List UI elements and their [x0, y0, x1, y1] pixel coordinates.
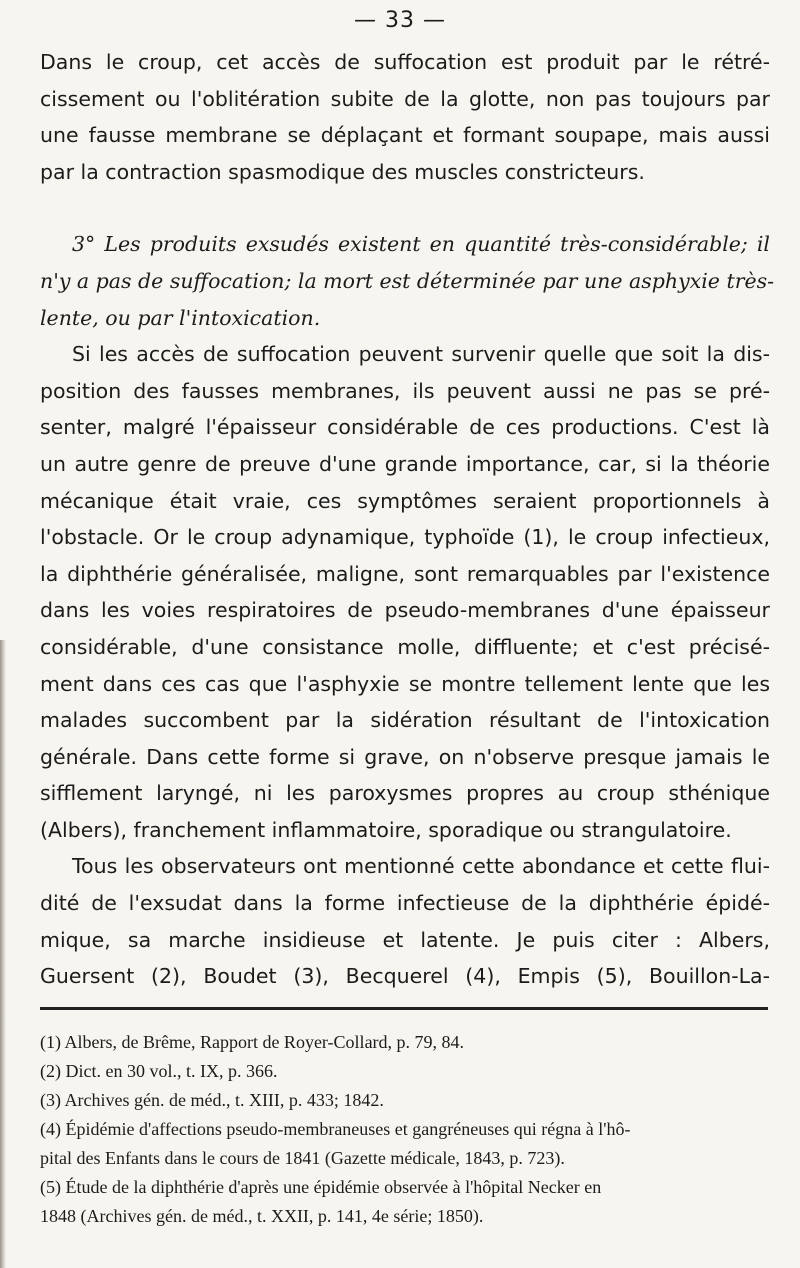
text-line: une fausse membrane se déplaçant et formant soupape, mais aussi: [40, 123, 770, 148]
text-line: mique, sa marche insidieuse et latente. Je puis citer : Albers,: [40, 927, 770, 952]
text-line: (Albers), franchement inflammatoire, sporadique ou strangulatoire.: [40, 817, 732, 842]
text-line: Guersent (2), Boudet (3), Becquerel (4), Empis (5), Bouillon-La-: [40, 964, 770, 989]
text-line: Dans le croup, cet accès de suffocation est produit par le rétré-: [40, 50, 770, 74]
footnote: (4) Épidémie d'affections pseudo-membraneuses et gangréneuses qui régna à l'hô-: [40, 1119, 631, 1139]
text-line: dans les voies respiratoires de pseudo-membranes d'une épaisseur: [40, 598, 770, 623]
footnote: (1) Albers, de Brême, Rapport de Royer-Collard, p. 79, 84.: [40, 1032, 465, 1052]
text-line: mécanique était vraie, ces symptômes seraient proportionnels à: [40, 488, 770, 513]
footnote: (2) Dict. en 30 vol., t. IX, p. 366.: [40, 1061, 278, 1081]
text-line: Si les accès de suffocation peuvent survenir quelle que soit la dis-: [72, 342, 770, 367]
footnote: (5) Étude de la diphthérie d'après une épidémie observée à l'hôpital Necker en: [40, 1177, 602, 1197]
footnote-continuation: pital des Enfants dans le cours de 1841 (Gazette médicale, 1843, p. 723).: [40, 1148, 565, 1168]
footnote-continuation: 1848 (Archives gén. de méd., t. XXII, p. 141, 4e série; 1850).: [40, 1206, 484, 1226]
text-line: position des fausses membranes, ils peuvent aussi ne pas se pré-: [40, 378, 770, 403]
paragraph-gap: [40, 190, 770, 226]
footnote: (3) Archives gén. de méd., t. XIII, p. 433; 1842.: [40, 1090, 384, 1110]
footnotes: [40, 1028, 768, 1231]
text-line: senter, malgré l'épaisseur considérable de ces productions. C'est là: [40, 415, 770, 440]
text-line: ment dans ces cas que l'asphyxie se montre tellement lente que les: [40, 671, 770, 696]
text-line: dité de l'exsudat dans la forme infectieuse de la diphthérie épidé-: [40, 891, 770, 916]
text-line: Tous les observateurs ont mentionné cette abondance et cette flui-: [72, 854, 770, 879]
text-line-italic: n'y a pas de suffocation; la mort est déterminée par une asphyxie très-: [40, 268, 775, 293]
text-line: l'obstacle. Or le croup adynamique, typhoïde (1), le croup infectieux,: [40, 525, 770, 550]
main-text: [40, 44, 775, 995]
text-line-italic: 3° Les produits exsudés existent en quantité très-considérable; il: [72, 232, 770, 257]
text-line: sifflement laryngé, ni les paroxysmes propres au croup sthénique: [40, 781, 770, 806]
page-number: — 33 —: [354, 8, 446, 33]
text-line: générale. Dans cette forme si grave, on n'observe presque jamais le: [40, 744, 770, 769]
text-line: par la contraction spasmodique des muscles constricteurs.: [40, 159, 645, 184]
text-line: malades succombent par la sidération résultant de l'intoxication: [40, 708, 770, 733]
text-line: la diphthérie généralisée, maligne, sont remarquables par l'existence: [40, 561, 770, 586]
text-line: un autre genre de preuve d'une grande importance, car, si la théorie: [40, 451, 770, 476]
text-line: considérable, d'une consistance molle, diffluente; et c'est précisé-: [40, 634, 770, 659]
footnote-separator: [40, 1007, 768, 1010]
page-edge-shadow: [0, 640, 6, 1268]
text-line-italic: lente, ou par l'intoxication.: [40, 305, 321, 330]
text-line: cissement ou l'oblitération subite de la glotte, non pas toujours par: [40, 86, 770, 111]
